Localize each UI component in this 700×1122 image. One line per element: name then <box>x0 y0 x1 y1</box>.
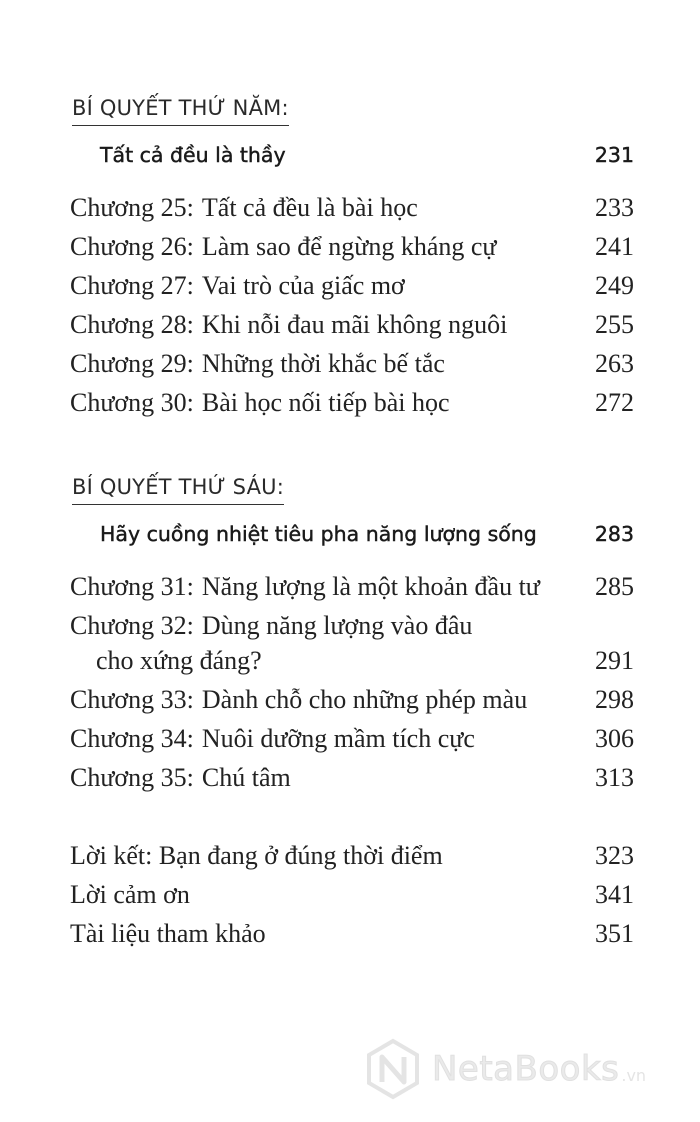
chapter-title: Khi nỗi đau mãi không nguôi <box>201 310 508 339</box>
toc-row-ch32-cont <box>96 645 634 677</box>
toc-row-ch28 <box>70 309 634 341</box>
toc-row-ch34 <box>70 723 634 755</box>
part-label-five: BÍ QUYẾT THỨ NĂM: <box>72 96 289 126</box>
part-title-five-page: 231 <box>594 143 634 167</box>
chapter-title-continued: cho xứng đáng? <box>96 646 262 675</box>
toc-row-references <box>70 918 634 950</box>
part-title-six-row <box>100 522 634 546</box>
toc-row-ch26 <box>70 231 634 263</box>
toc-row-ch30 <box>70 387 634 419</box>
chapter-title: Làm sao để ngừng kháng cự <box>201 232 497 261</box>
chapter-label: Chương 26: <box>70 232 194 261</box>
part-label-six: BÍ QUYẾT THỨ SÁU: <box>72 475 284 505</box>
chapter-label: Chương 35: <box>70 763 194 792</box>
chapter-label: Chương 33: <box>70 685 194 714</box>
toc-row-ch35 <box>70 762 634 794</box>
page-number: 323 <box>595 841 634 870</box>
page-number: 255 <box>595 310 634 339</box>
chapter-label: Chương 34: <box>70 724 194 753</box>
chapter-title: Vai trò của giấc mơ <box>201 271 405 300</box>
chapter-label: Chương 27: <box>70 271 194 300</box>
chapter-label: Chương 25: <box>70 193 194 222</box>
chapter-label: Chương 31: <box>70 572 194 601</box>
chapter-title: Tất cả đều là bài học <box>201 193 418 222</box>
toc-row-ch31 <box>70 571 634 603</box>
page-number: 249 <box>595 271 634 300</box>
page-number: 291 <box>595 646 634 675</box>
netabooks-logo-icon <box>362 1038 424 1100</box>
page-number: 263 <box>595 349 634 378</box>
chapter-title: Dành chỗ cho những phép màu <box>201 685 528 714</box>
toc-row-ch25 <box>70 192 634 224</box>
page-number: 298 <box>595 685 634 714</box>
chapter-title: Những thời khắc bế tắc <box>201 349 445 378</box>
page-number: 233 <box>595 193 634 222</box>
chapter-label: Chương 28: <box>70 310 194 339</box>
chapter-title: Năng lượng là một khoản đầu tư <box>201 572 540 601</box>
page-number: 341 <box>595 880 634 909</box>
back-matter-title: Lời kết: Bạn đang ở đúng thời điểm <box>70 841 443 870</box>
page-number: 272 <box>595 388 634 417</box>
toc-row-epilogue <box>70 840 634 872</box>
watermark-text: NetaBooks <box>432 1049 620 1089</box>
chapter-title: Nuôi dưỡng mầm tích cực <box>201 724 475 753</box>
page-number: 285 <box>595 572 634 601</box>
toc-row-ch33 <box>70 684 634 716</box>
chapter-title: Bài học nối tiếp bài học <box>201 388 450 417</box>
watermark <box>362 1038 646 1100</box>
toc-row-ch32 <box>70 610 634 642</box>
part-title-six: Hãy cuồng nhiệt tiêu pha năng lượng sống <box>100 522 537 546</box>
chapter-label: Chương 30: <box>70 388 194 417</box>
back-matter-title: Tài liệu tham khảo <box>70 919 266 948</box>
toc-row-ch27 <box>70 270 634 302</box>
part-title-six-page: 283 <box>594 522 634 546</box>
page-number: 351 <box>595 919 634 948</box>
toc-row-acknowledgements <box>70 879 634 911</box>
chapter-label: Chương 29: <box>70 349 194 378</box>
part-title-five-row <box>100 143 634 167</box>
chapter-title: Dùng năng lượng vào đâu <box>201 611 473 640</box>
watermark-suffix: .vn <box>621 1065 647 1085</box>
chapter-title: Chú tâm <box>201 763 291 792</box>
part-title-five: Tất cả đều là thầy <box>100 143 286 167</box>
page-number: 313 <box>595 763 634 792</box>
chapter-label: Chương 32: <box>70 611 194 640</box>
back-matter-title: Lời cảm ơn <box>70 880 190 909</box>
page-number: 241 <box>595 232 634 261</box>
toc-row-ch29 <box>70 348 634 380</box>
page-number: 306 <box>595 724 634 753</box>
